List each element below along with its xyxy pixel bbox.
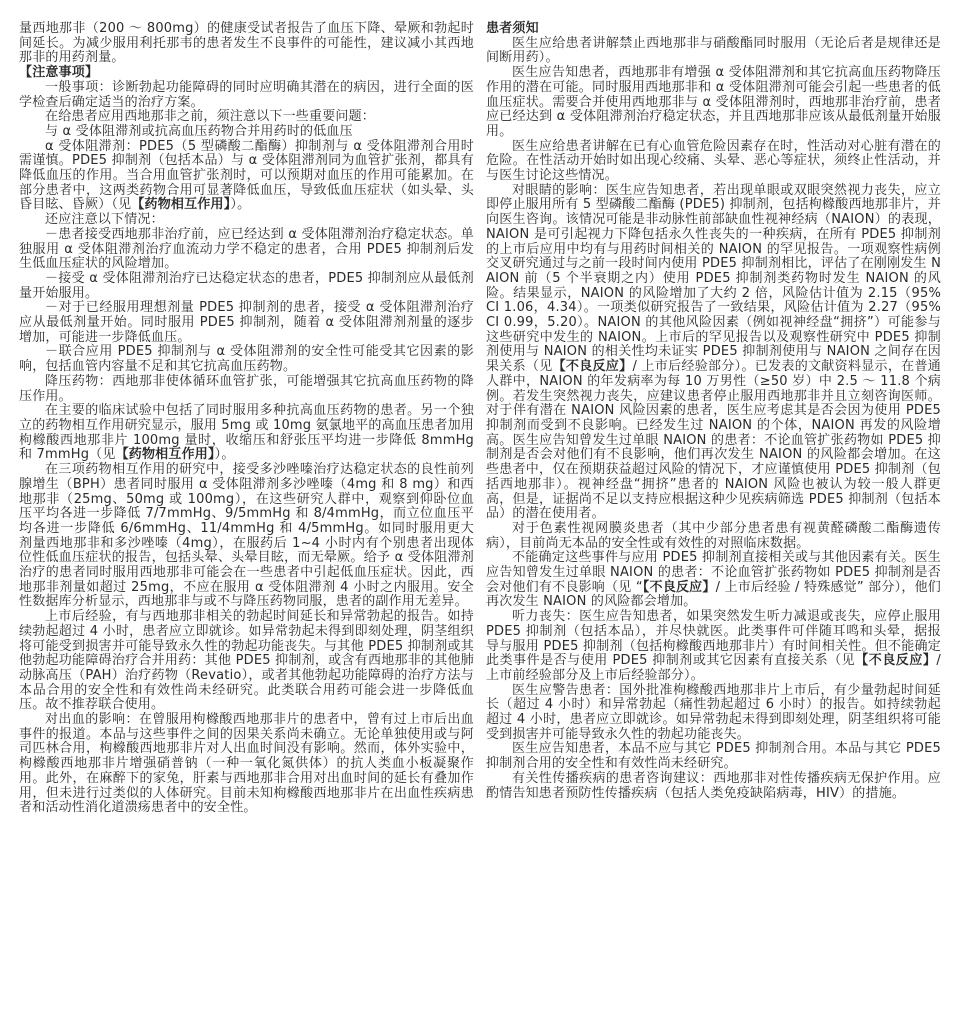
section-heading	[19, 66, 474, 81]
text-run: 降压药物：西地那非使体循环血管扩张，可能增强其它抗高血压药物的降压作用。	[19, 373, 474, 404]
text-run: 不能确定这些事件与应用 PDE5 抑制剂直接相关或与其他因素有关。医生应告知曾发生过单眼 NAION 的患者：不论血管扩张药物如 PDE5 抑制剂是否会对他们有不良影响（见 “	[486, 550, 941, 595]
paragraph	[486, 184, 941, 522]
text-run: －联合应用 PDE5 抑制剂与 α 受体阻滞剂的安全性可能受其它因素的影响，包括血管内容量不足和其它抗高血压药物。	[19, 344, 474, 375]
text-run: 还应注意以下情况：	[45, 212, 164, 228]
text-run: 对出血的影响：在曾服用枸橼酸西地那非片的患者中，曾有过上市后出血事件的报道。本品与这些事件之间的因果关系尚未确立。无论单独使用或与阿司匹林合用，枸橼酸西地那非片对人出血时间没有影响。然而，体外实验中，枸橼酸西地那非片增强硝普钠（一种一氧化氮供体）的抗人类血小板凝聚作用。此外，在麻醉下的家兔，肝素与西地那非合用对出血时间的延长有叠加作用，但未进行过类似的人体研究。目前未知枸橼酸西地那非片在出血性疾病患者和活动性消化道溃疡患者中的安全性。	[19, 712, 474, 816]
text-run: 有关性传播疾病的患者咨询建议：西地那非对性传播疾病无保护作用。应酌情告知患者预防性传播疾病（包括人类免疫缺陷病毒，HIV）的措施。	[486, 770, 941, 801]
bold-text: 【药物相互作用】	[115, 447, 215, 463]
text-run: 医生应告知患者，本品不应与其它 PDE5 抑制剂合用。本品与其它 PDE5 抑制剂合用的安全性和有效性尚未经研究。	[486, 741, 941, 772]
text-run: －患者接受西地那非治疗前，应已经达到 α 受体阻滞剂治疗稳定状态。单独服用 α 受体阻滞剂治疗血流动力学不稳定的患者，合用 PDE5 抑制剂后发生低血压症状的风险增加。	[19, 226, 474, 272]
paragraph	[19, 81, 474, 110]
section-heading	[486, 22, 941, 37]
paragraph	[486, 742, 941, 771]
paragraph	[19, 375, 474, 404]
paragraph	[19, 213, 474, 228]
text-run: / 上市后经验 / 特殊感觉” 部分），他们再次发生 NAION 的风险都会增加。	[486, 579, 941, 610]
paragraph	[19, 463, 474, 610]
text-run: 医生应给患者讲解在已有心血管危险因素存在时，性活动对心脏有潜在的危险。在性活动开始时如出现心绞痛、头晕、恶心等症状，须终止性活动，并与医生讨论这些情况。	[486, 138, 941, 184]
text-run: 在主要的临床试验中包括了同时服用多种抗高血压药物的患者。另一个独立的药物相互作用研究显示，服用 5mg 或 10mg 氨氯地平的高血压患者加用枸橼酸西地那非片 100mg 量时，收缩压和舒张压平均进一步降低 8mmHg 和 7mmHg（见	[19, 403, 474, 463]
text-run: / 上市前经验部分及上市后经验部分）。	[486, 653, 941, 683]
paragraph	[19, 272, 474, 301]
text-run: 医生应警告患者：国外批准枸橼酸西地那非片上市后，有少量勃起时间延长（超过 4 小时）和异常勃起（痛性勃起超过 6 小时）的报告。如持续勃起超过 4 小时，患者应立即就诊。如异常勃起未得到即刻处理，阴茎组织将可能受到损害并可能导致永久性的勃起功能丧失。	[486, 682, 941, 742]
text-run: 医生应给患者讲解禁止西地那非与硝酸酯同时服用（无论后者是规律还是间断用药）。	[486, 35, 941, 66]
text-run: －对于已经服用理想剂量 PDE5 抑制剂的患者，接受 α 受体阻滞剂治疗应从最低剂量开始。同时服用 PDE5 抑制剂，随着 α 受体阻滞剂剂量的逐步增加，可能进一步降低血压。	[19, 300, 474, 345]
text-run: ）。	[230, 197, 251, 213]
text-run: 量西地那非（200 ～ 800mg）的健康受试者报告了血压下降、晕厥和勃起时间延长。为减少服用利托那韦的患者发生不良事件的可能性，建议减小其西地那非的用药剂量。	[19, 21, 474, 66]
paragraph	[19, 610, 474, 713]
text-run: 医生应告知患者，西地那非有增强 α 受体阻滞剂和其它抗高血压药物降压作用的潜在可能。同时服用西地那非和 α 受体阻滞剂可能会引起一些患者的低血压症状。需要合并使用西地那非与 α 受体阻滞剂时，西地那非治疗前，患者应已经达到 α 受体阻滞剂治疗稳定状态，并且西地那非应该从最低剂量开始服用。	[486, 65, 941, 139]
paragraph	[486, 772, 941, 801]
paragraph	[19, 140, 474, 214]
text-run: α 受体阻滞剂：PDE5（5 型磷酸二酯酶）抑制剂与 α 受体阻滞剂合用时需谨慎。PDE5 抑制剂（包括本品）与 α 受体阻滞剂同为血管扩张剂，都具有降低血压的作用。当合用血管扩张剂时，可以预期对血压的作用可能累加。在部分患者中，这两类药物合用可显著降低血压，导致低血压症状（如头晕、头昏目眩、昏厥）（见	[19, 138, 474, 213]
column-left	[19, 22, 474, 1006]
paragraph	[486, 140, 941, 184]
paragraph	[19, 22, 474, 66]
column-right	[486, 22, 941, 1006]
paragraph	[19, 345, 474, 374]
paragraph	[19, 110, 474, 125]
paragraph	[19, 404, 474, 463]
bold-text: 患者须知	[486, 21, 539, 36]
text-run: 对眼睛的影响：医生应告知患者，若出现单眼或双眼突然视力丧失，应立即停止服用所有 5 型磷酸二酯酶 (PDE5) 抑制剂，包括枸橼酸西地那非片，并向医生咨询。该情况可能是非动脉性前部缺血性视神经病（NAION）的表现，NAION 是可引起视力下降包括永久性丧失的一种疾病，在所有 PDE5 抑制剂的上市后应用中均有与用药时间相关的 NAION 的罕见报告。一项观察性病例交叉研究通过与之前一段时间内使用 PDE5 抑制剂相比，评估了在刚刚发生 NAION 前（5 个半衰期之内）使用 PDE5 抑制剂类药物时发生 NAION 的风险。结果显示，NAION 的风险增加了大约 2 倍，风险估计值为 2.15（95% CI 1.06，4.34）。一项类似研究报告了一致结果，风险估计值为 2.27（95% CI 0.99，5.20）。NAION 的其他风险因素（例如视神经盘“拥挤”）可能参与这些研究中发生的 NAION。上市后的罕见报告以及观察性研究中 PDE5 抑制剂使用与 NAION 的相关性均未证实 PDE5 抑制剂使用与 NAION 之间存在因果关系（见	[486, 182, 941, 375]
paragraph	[486, 610, 941, 684]
bold-text: 【药物相互作用】	[131, 197, 231, 213]
text-run: 上市后经验，有与西地那非相关的勃起时间延长和异常勃起的报告。如持续勃起超过 4 小时，患者应立即就诊。如异常勃起未得到即刻处理，阴茎组织将可能受到损害并可能导致永久性的勃起功能丧失。与其他 PDE5 抑制剂或其他勃起功能障碍治疗合并用药：其他 PDE5 抑制剂，或含有西地那非的其他肺动脉高压（PAH）治疗药物（Revatio），或者其他勃起功能障碍的治疗方法与本品合用的安全性和有效性尚未经研究。此类联合用药可能会进一步降低血压。故不推荐联合使用。	[19, 609, 474, 713]
paragraph	[486, 37, 941, 66]
text-run: 一般事项：诊断勃起功能障碍的同时应明确其潜在的病因，进行全面的医学检查后确定适当的治疗方案。	[19, 79, 474, 110]
text-run: 听力丧失：医生应告知患者，如果突然发生听力减退或丧失，应停止服用 PDE5 抑制剂（包括本品），并尽快就医。此类事件可伴随耳鸣和头晕，据报导与服用 PDE5 抑制剂（包括枸橼酸西地那非片）有时间相关性。但不能确定此类事件是否与使用 PDE5 抑制剂或其它因素有直接关系（见	[486, 609, 941, 669]
paragraph	[19, 301, 474, 345]
text-run: 在三项药物相互作用的研究中，接受多沙唑嗪治疗达稳定状态的良性前列腺增生（BPH）患者同时服用 α 受体阻滞剂多沙唑嗪（4mg 和 8 mg）和西地那非（25mg、50mg 或 100mg），在这些研究人群中，观察到仰卧位血压平均各进一步降低 7/7mmHg、9/5mmHg 和 8/4mmHg，而立位血压平均各进一步降低 6/6mmHg、11/4mmHg 和 4/5mmHg。如同时服用更大剂量西地那非和多沙唑嗪（4mg），在服药后 1~4 小时内有个别患者出现体位性低血压症状的报告，包括头晕、头晕目眩，而无晕厥。给予 α 受体阻滞剂治疗的患者同时服用西地那非可能会在一些患者中引起低血压症状。因此，西地那非剂量如超过 25mg，不应在服用 α 受体阻滞剂 4 小时之内服用。安全性数据库分析显示，西地那非与或不与降压药物同服，患者的副作用无差异。	[19, 462, 474, 610]
text-run: 与 α 受体阻滞剂或抗高血压药物合并用药时的低血压	[45, 123, 353, 139]
text-run: / 上市后经验部分）。已发表的文献资料显示，在普通人群中，NAION 的年发病率为每 10 万男性（≥50 岁）中 2.5 ～ 11.8 个病例。若发生突然视力丧失，应建议患者停止服用西地那非并且立刻咨询医师。对于伴有潜在 NAION 风险因素的患者，医生应考虑其是否会因为使用 PDE5 抑制剂而受到不良影响。已经发生过 NAION 的个体，NAION 再发的风险增高。医生应告知曾发生过单眼 NAION 的患者：不论血管扩张药物如 PDE5 抑制剂是否会对他们有不良影响，他们再次发生 NAION 的风险都会增加。在这些患者中，仅在预期获益超过风险的情况下，才应谨慎使用 PDE5 抑制剂（包括西地那非）。视神经盘“拥挤”患者的 NAION 风险也被认为较一般人群更高，但是，证据尚不足以支持应根据这种少见疾病筛选 PDE5 抑制剂（包括本品）的潜在使用者。	[486, 359, 941, 522]
paragraph	[486, 684, 941, 743]
text-run: 对于色素性视网膜炎患者（其中少部分患者患有视黄醛磷酸二酯酶遗传病），目前尚无本品的安全性或有效性的对照临床数据。	[486, 520, 941, 551]
bold-text: 【注意事项】	[19, 65, 99, 81]
bold-text: 【不良反应】	[552, 359, 633, 375]
paragraph	[486, 66, 941, 140]
paragraph	[486, 522, 941, 551]
text-run: ）。	[214, 447, 235, 463]
text-run: －接受 α 受体阻滞剂治疗已达稳定状态的患者，PDE5 抑制剂应从最低剂量开始服用。	[19, 270, 474, 301]
text-run: 在给患者应用西地那非之前，须注意以下一些重要问题：	[45, 109, 376, 125]
bold-text: 【不良反应】	[855, 653, 937, 669]
paragraph	[19, 228, 474, 272]
bold-text: 【不良反应】	[642, 579, 716, 595]
paragraph	[19, 125, 474, 140]
paragraph	[19, 713, 474, 816]
paragraph	[486, 551, 941, 610]
